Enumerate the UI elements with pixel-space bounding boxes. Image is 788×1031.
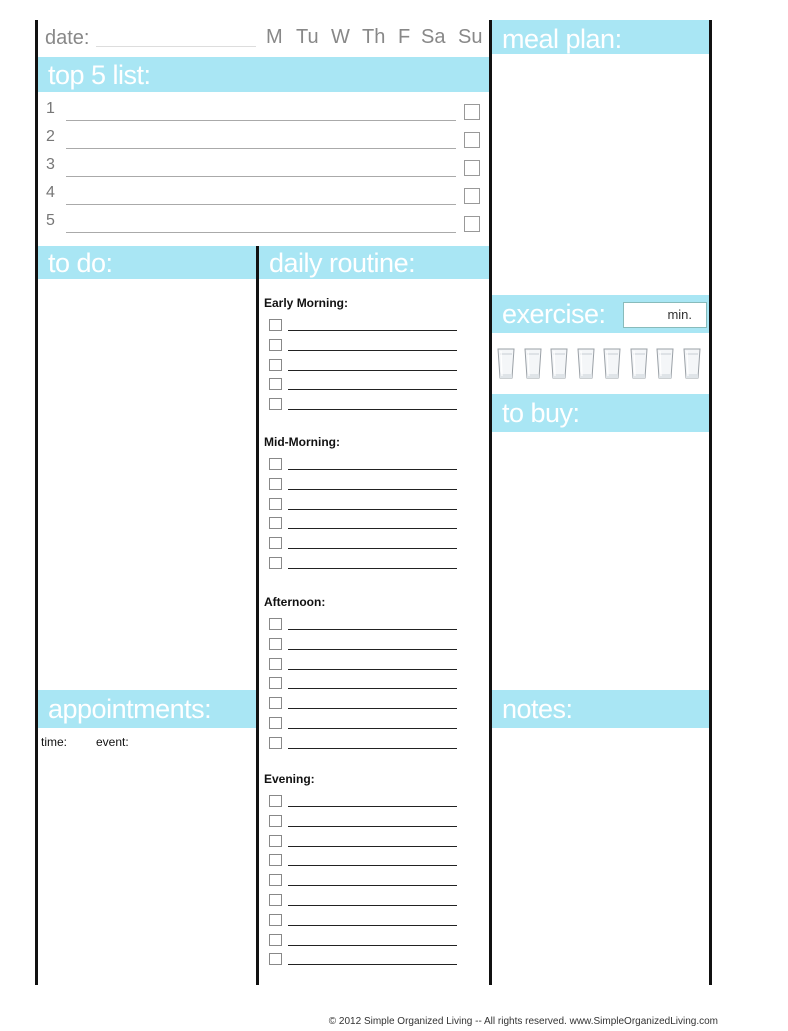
routine-line[interactable]: [288, 905, 457, 906]
top5-line[interactable]: [66, 120, 456, 121]
top5-number: 1: [46, 100, 55, 117]
routine-line[interactable]: [288, 748, 457, 749]
routine-checkbox[interactable]: [269, 717, 282, 729]
routine-line[interactable]: [288, 885, 457, 886]
routine-checkbox[interactable]: [269, 934, 282, 946]
routine-line[interactable]: [288, 568, 457, 569]
top5-line[interactable]: [66, 204, 456, 205]
routine-line[interactable]: [288, 528, 457, 529]
routine-checkbox[interactable]: [269, 737, 282, 749]
water-glass-icon[interactable]: [683, 348, 701, 380]
routine-line[interactable]: [288, 865, 457, 866]
routine-line[interactable]: [288, 925, 457, 926]
day-mon[interactable]: M: [266, 26, 283, 48]
day-tue[interactable]: Tu: [296, 26, 319, 48]
top5-checkbox[interactable]: [464, 188, 480, 204]
routine-checkbox[interactable]: [269, 537, 282, 549]
top5-line[interactable]: [66, 232, 456, 233]
top5-number: 3: [46, 156, 55, 173]
routine-checkbox[interactable]: [269, 854, 282, 866]
routine-line[interactable]: [288, 649, 457, 650]
right-border: [709, 20, 712, 985]
top5-checkbox[interactable]: [464, 132, 480, 148]
routine-line[interactable]: [288, 489, 457, 490]
routine-line[interactable]: [288, 806, 457, 807]
routine-checkbox[interactable]: [269, 815, 282, 827]
routine-line[interactable]: [288, 350, 457, 351]
daily-routine-header: [259, 246, 489, 279]
routine-line[interactable]: [288, 389, 457, 390]
routine-checkbox[interactable]: [269, 618, 282, 630]
routine-section-title: Afternoon:: [264, 595, 326, 609]
water-glass-icon[interactable]: [603, 348, 621, 380]
routine-checkbox[interactable]: [269, 658, 282, 670]
routine-checkbox[interactable]: [269, 478, 282, 490]
date-field[interactable]: [96, 46, 256, 47]
todo-header: [38, 246, 256, 279]
routine-checkbox[interactable]: [269, 378, 282, 390]
water-glass-icon[interactable]: [497, 348, 515, 380]
water-glass-icon[interactable]: [656, 348, 674, 380]
time-label: time:: [41, 735, 68, 749]
water-glass-icon[interactable]: [550, 348, 568, 380]
water-glass-icon[interactable]: [577, 348, 595, 380]
routine-checkbox[interactable]: [269, 398, 282, 410]
left-border: [35, 20, 38, 985]
routine-line[interactable]: [288, 509, 457, 510]
routine-checkbox[interactable]: [269, 914, 282, 926]
routine-checkbox[interactable]: [269, 557, 282, 569]
routine-line[interactable]: [288, 548, 457, 549]
exercise-unit: min.: [667, 307, 692, 322]
day-sun[interactable]: Su: [458, 26, 483, 48]
notes-header: [492, 690, 709, 728]
routine-checkbox[interactable]: [269, 874, 282, 886]
daily-routine-title: daily routine:: [269, 248, 416, 278]
routine-line[interactable]: [288, 409, 457, 410]
todo-title: to do:: [48, 248, 113, 278]
routine-checkbox[interactable]: [269, 835, 282, 847]
routine-line[interactable]: [288, 964, 457, 965]
routine-line[interactable]: [288, 469, 457, 470]
event-label: event:: [96, 735, 129, 749]
top5-line[interactable]: [66, 176, 456, 177]
routine-line[interactable]: [288, 370, 457, 371]
day-fri[interactable]: F: [398, 26, 411, 48]
top5-checkbox[interactable]: [464, 104, 480, 120]
top5-line[interactable]: [66, 148, 456, 149]
date-label: date:: [45, 27, 90, 49]
routine-line[interactable]: [288, 629, 457, 630]
routine-checkbox[interactable]: [269, 677, 282, 689]
routine-checkbox[interactable]: [269, 498, 282, 510]
routine-checkbox[interactable]: [269, 339, 282, 351]
to-buy-header: [492, 394, 709, 432]
exercise-minutes-field[interactable]: [623, 302, 707, 328]
appointments-header: [38, 690, 256, 728]
routine-checkbox[interactable]: [269, 697, 282, 709]
routine-line[interactable]: [288, 330, 457, 331]
top5-number: 5: [46, 212, 55, 229]
routine-section-title: Early Morning:: [264, 296, 349, 310]
routine-checkbox[interactable]: [269, 359, 282, 371]
appointments-title: appointments:: [48, 694, 212, 724]
routine-checkbox[interactable]: [269, 638, 282, 650]
meal-plan-title: meal plan:: [502, 24, 622, 54]
day-wed[interactable]: W: [331, 26, 350, 48]
routine-section-title: Evening:: [264, 772, 315, 786]
todo-routine-divider: [256, 246, 259, 985]
routine-checkbox[interactable]: [269, 517, 282, 529]
exercise-title: exercise:: [502, 299, 606, 329]
routine-line[interactable]: [288, 688, 457, 689]
routine-checkbox[interactable]: [269, 319, 282, 331]
copyright-footer: © 2012 Simple Organized Living -- All rights reserved. www.SimpleOrganizedLiving.com: [328, 1016, 718, 1027]
routine-line[interactable]: [288, 669, 457, 670]
water-glass-icon[interactable]: [630, 348, 648, 380]
routine-line[interactable]: [288, 826, 457, 827]
routine-section-title: Mid-Morning:: [264, 435, 340, 449]
routine-checkbox[interactable]: [269, 953, 282, 965]
water-glass-icon[interactable]: [524, 348, 542, 380]
routine-line[interactable]: [288, 846, 457, 847]
routine-line[interactable]: [288, 728, 457, 729]
top5-checkbox[interactable]: [464, 160, 480, 176]
routine-line[interactable]: [288, 708, 457, 709]
middle-divider: [489, 20, 492, 985]
top5-number: 4: [46, 184, 55, 201]
top5-number: 2: [46, 128, 55, 145]
routine-checkbox[interactable]: [269, 894, 282, 906]
notes-title: notes:: [502, 694, 573, 724]
top5-title: top 5 list:: [48, 60, 151, 90]
routine-checkbox[interactable]: [269, 458, 282, 470]
meal-plan-header: [492, 20, 709, 54]
routine-checkbox[interactable]: [269, 795, 282, 807]
day-thu[interactable]: Th: [362, 26, 386, 48]
to-buy-title: to buy:: [502, 398, 580, 428]
top5-header: [38, 57, 489, 92]
top5-checkbox[interactable]: [464, 216, 480, 232]
day-sat[interactable]: Sa: [421, 26, 446, 48]
routine-line[interactable]: [288, 945, 457, 946]
